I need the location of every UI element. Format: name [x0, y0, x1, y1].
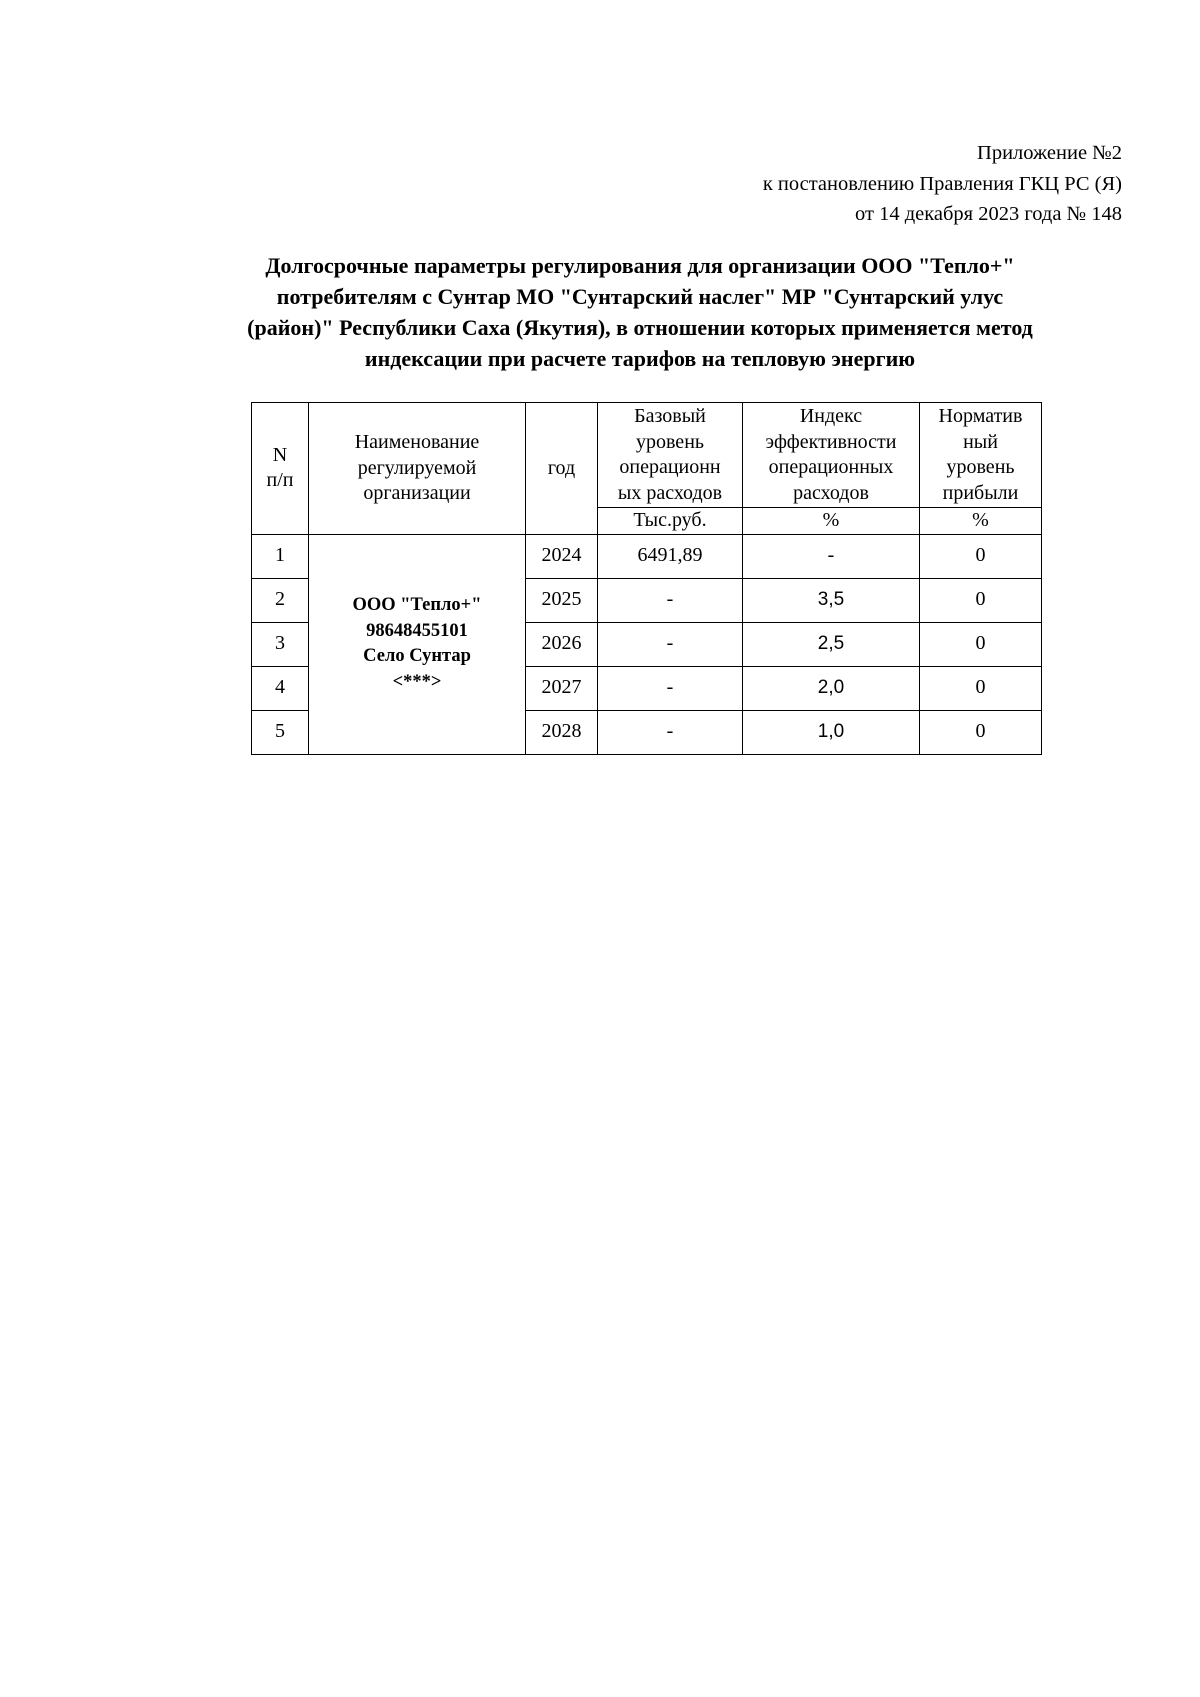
table-header-row	[252, 403, 1042, 508]
unit-profit: %	[920, 508, 1042, 535]
cell-num: 4	[252, 666, 309, 710]
cell-index: 3,5	[743, 578, 920, 622]
cell-base: 6491,89	[598, 534, 743, 578]
cell-index: 2,5	[743, 622, 920, 666]
header-num: N п/п	[252, 403, 309, 535]
org-code: 98648455101	[366, 620, 468, 641]
cell-num: 3	[252, 622, 309, 666]
cell-base: -	[598, 578, 743, 622]
unit-base: Тыс.руб.	[598, 508, 743, 535]
org-name: ООО "Тепло+"	[352, 595, 482, 615]
unit-index: %	[743, 508, 920, 535]
appendix-date: от 14 декабря 2023 года № 148	[855, 203, 1122, 225]
cell-profit: 0	[920, 666, 1042, 710]
cell-index: 1,0	[743, 710, 920, 754]
org-locality: Село Сунтар	[363, 646, 471, 666]
header-profit-level: Норматив ный уровень прибыли	[920, 403, 1042, 508]
cell-num: 2	[252, 578, 309, 622]
appendix-header	[422, 138, 1122, 230]
header-base-level: Базовый уровень операционн ых расходов	[598, 403, 743, 508]
cell-profit: 0	[920, 534, 1042, 578]
cell-index: -	[743, 534, 920, 578]
cell-index: 2,0	[743, 666, 920, 710]
document-title	[160, 250, 1120, 374]
cell-year: 2024	[526, 534, 598, 578]
cell-profit: 0	[920, 622, 1042, 666]
cell-year: 2025	[526, 578, 598, 622]
cell-year: 2028	[526, 710, 598, 754]
title-line: (район)" Республики Саха (Якутия), в отношении которых применяется метод	[247, 315, 1033, 340]
cell-base: -	[598, 666, 743, 710]
cell-year: 2026	[526, 622, 598, 666]
cell-base: -	[598, 710, 743, 754]
title-line: индексации при расчете тарифов на тепловую энергию	[364, 346, 916, 371]
cell-organization	[309, 534, 526, 754]
header-year: год	[526, 403, 598, 535]
title-line: потребителям с Сунтар МО "Сунтарский наслег" МР "Сунтарский улус	[276, 284, 1004, 309]
header-org-name: Наименование регулируемой организации	[309, 403, 526, 535]
title-line: Долгосрочные параметры регулирования для организации ООО "Тепло+"	[265, 253, 1015, 278]
cell-base: -	[598, 622, 743, 666]
appendix-number: Приложение №2	[977, 142, 1122, 164]
table-row	[252, 534, 1042, 578]
header-efficiency-index: Индекс эффективности операционных расходов	[743, 403, 920, 508]
cell-profit: 0	[920, 710, 1042, 754]
cell-profit: 0	[920, 578, 1042, 622]
org-note: <***>	[392, 671, 442, 692]
cell-num: 5	[252, 710, 309, 754]
parameters-table	[251, 402, 1042, 755]
appendix-reference: к постановлению Правления ГКЦ РС (Я)	[762, 172, 1122, 195]
cell-num: 1	[252, 534, 309, 578]
cell-year: 2027	[526, 666, 598, 710]
